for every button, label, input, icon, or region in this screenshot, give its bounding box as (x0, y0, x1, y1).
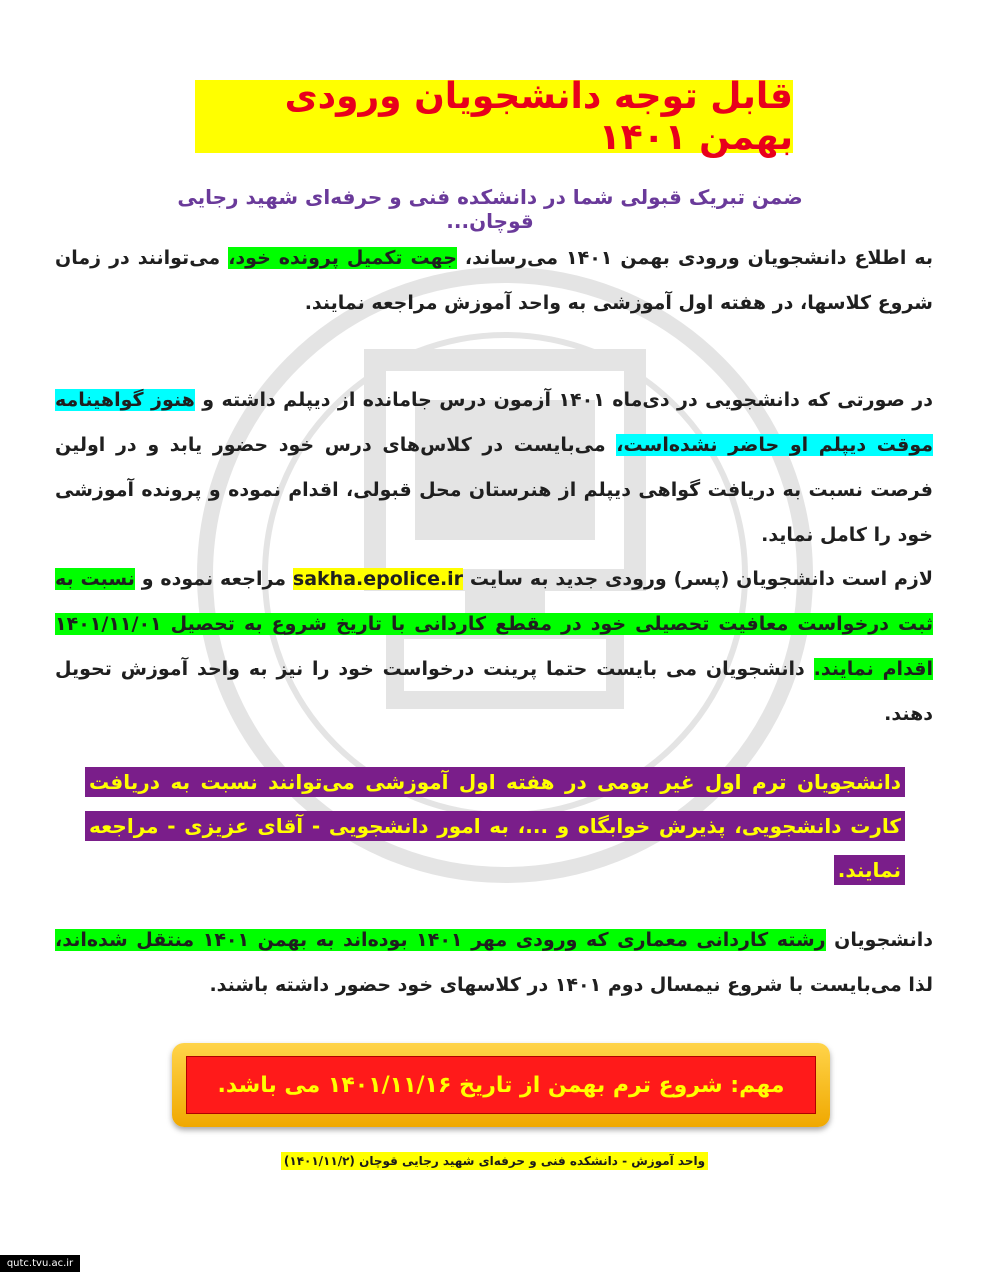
site-url-badge[interactable]: qutc.tvu.ac.ir (0, 1255, 80, 1272)
important-banner-inner (186, 1056, 816, 1114)
important-text: مهم: شروع ترم بهمن از تاریخ ۱۴۰۱/۱۱/۱۶ می باشد. (217, 1072, 785, 1098)
footer-signature (0, 1150, 989, 1169)
para4-text-b: لذا می‌بایست با شروع نیمسال دوم ۱۴۰۱ در کلاسهای خود حضور داشته باشند. (209, 974, 933, 996)
para2-text-b: می‌بایست در کلاس‌های درس خود حضور یابد و در اولین فرصت نسبت به دریافت گواهی دیپلم از هنرستان محل قبولی، اقدام نموده و پرونده آموزشی خود را کامل نماید. (55, 434, 933, 546)
para2-text-a: در صورتی که دانشجویی در دی‌ماه ۱۴۰۱ آزمون درس جامانده از دیپلم داشته و (194, 389, 933, 411)
para4-text-a: دانشجویان (825, 929, 933, 951)
footer-text: واحد آموزش - دانشکده فنی و حرفه‌ای شهید رجایی قوچان (۱۴۰۱/۱۱/۲) (281, 1152, 708, 1170)
subtitle: ضمن تبریک قبولی شما در دانشکده فنی و حرفه‌ای شهید رجایی قوچان... (177, 185, 803, 233)
title-banner (195, 75, 793, 158)
para1-highlight: جهت تکمیل پرونده خود، (228, 247, 457, 269)
paragraph-diploma-certificate (55, 378, 933, 558)
para4-highlight: رشته کاردانی معماری که ورودی مهر ۱۴۰۱ بوده‌اند به بهمن ۱۴۰۱ منتقل شده‌اند، (55, 929, 826, 951)
para2-highlight: هنوز گواهینامه موقت دیپلم او حاضر نشده‌است، (55, 389, 933, 456)
para1-text-a: به اطلاع دانشجویان ورودی بهمن ۱۴۰۱ می‌رساند، (456, 247, 934, 269)
dormitory-notice-text: دانشجویان ترم اول غیر بومی در هفته اول آموزشی می‌توانند نسبت به دریافت کارت دانشجویی، پذیرش خوابگاه و ...، به امور دانشجویی - آقای عزیزی - مراجعه نمایند. (85, 767, 905, 885)
para3-text-c: دانشجویان می بایست حتما پرینت درخواست خود را نیز به واحد آموزش تحویل دهند. (55, 658, 933, 725)
page-title: قابل توجه دانشجویان ورودی بهمن ۱۴۰۱ (284, 75, 793, 158)
paragraph-file-completion (55, 236, 933, 326)
sakha-site-link[interactable]: sakha.epolice.ir (292, 568, 464, 590)
dormitory-notice (85, 760, 905, 882)
para1-text-b: می‌توانند در زمان شروع کلاسها، در هفته اول آموزشی به واحد آموزش مراجعه نمایند. (55, 247, 933, 314)
paragraph-military-exemption (55, 557, 933, 737)
paragraph-architecture-transfer (55, 918, 933, 1008)
para3-text-a: لازم است دانشجویان (پسر) ورودی جدید به سایت (463, 568, 933, 590)
important-banner (172, 1043, 830, 1127)
para3-highlight: نسبت به ثبت درخواست معافیت تحصیلی خود در مقطع کاردانی با تاریخ شروع به تحصیل ۱۴۰۱/۱۱/۰۱ اقدام نمایند. (55, 568, 934, 680)
para3-text-b: مراجعه نموده و (134, 568, 293, 590)
